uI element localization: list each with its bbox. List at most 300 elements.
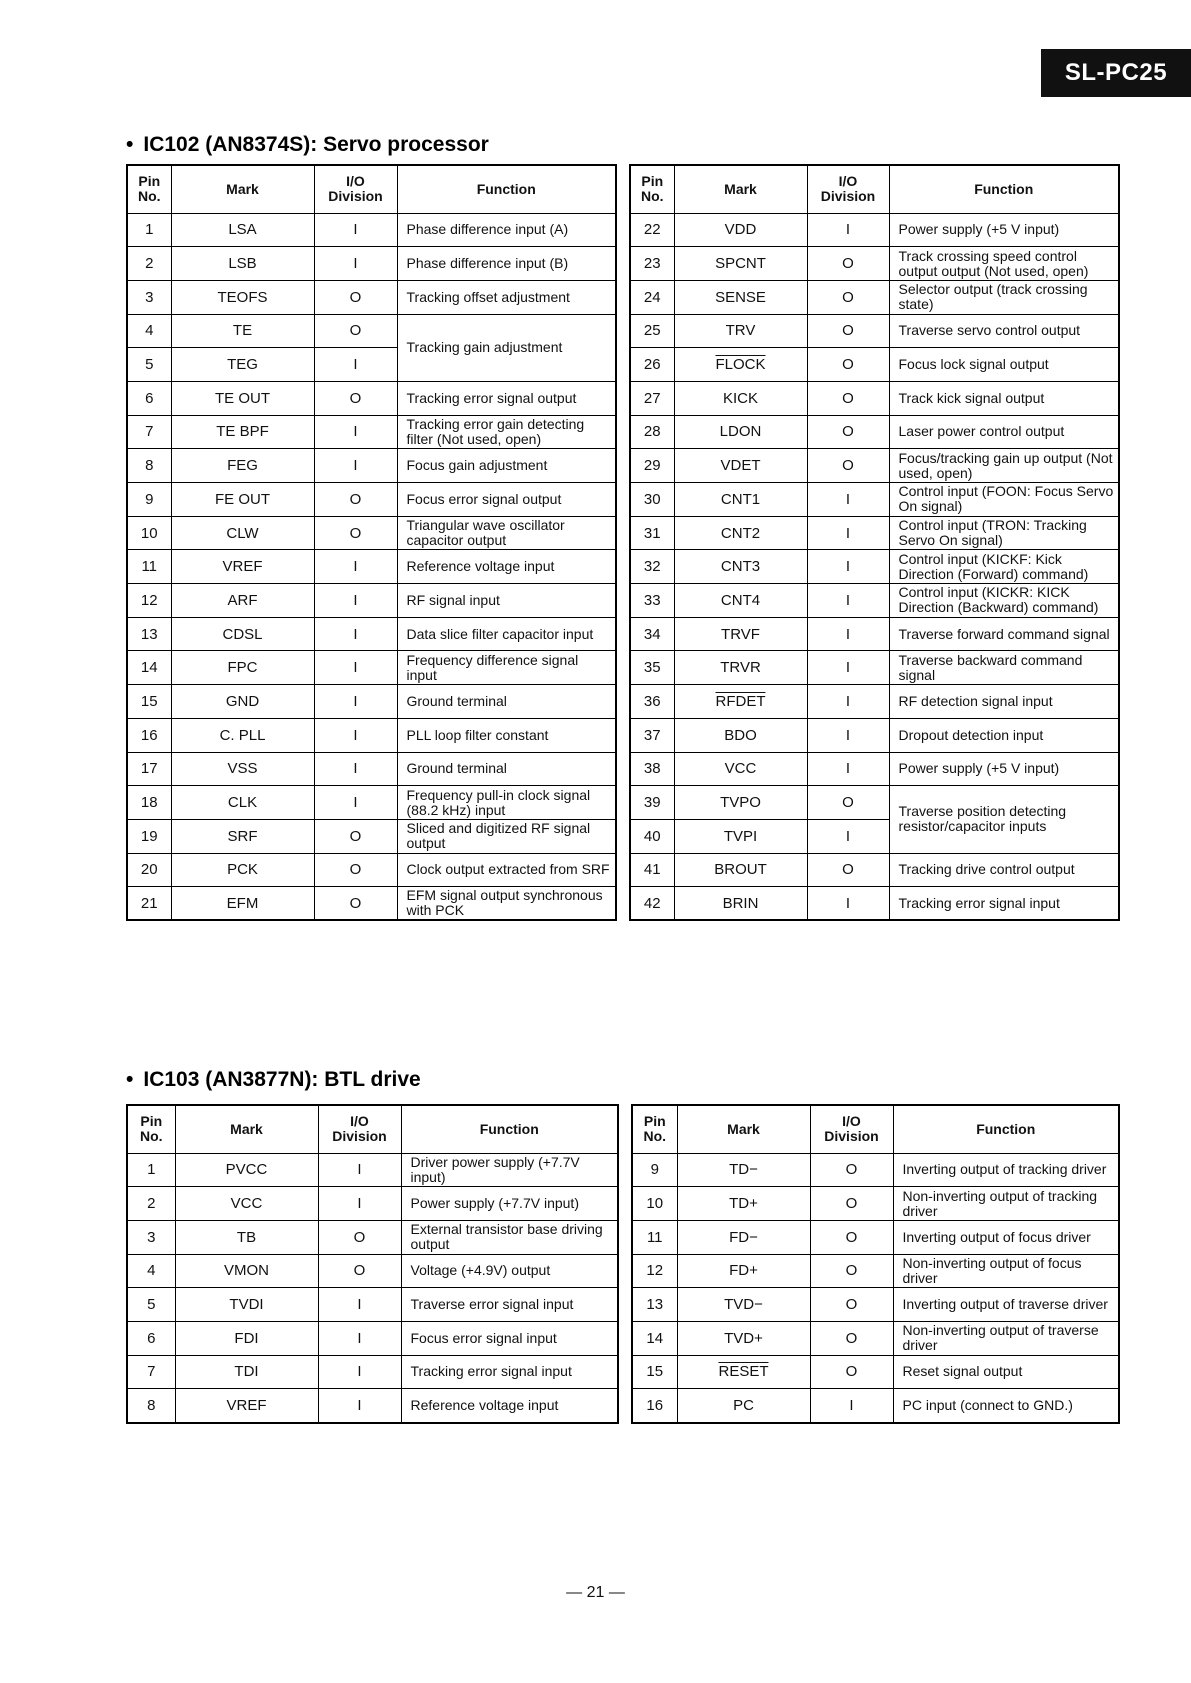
pin-mark: VREF bbox=[171, 550, 314, 584]
pin-function: Non-inverting output of focus driver bbox=[893, 1254, 1119, 1288]
io-division: I bbox=[807, 752, 889, 786]
pin-number: 11 bbox=[632, 1220, 677, 1254]
io-division: O bbox=[318, 1220, 401, 1254]
pin-function: Focus lock signal output bbox=[889, 348, 1119, 382]
column-header-mark: Mark bbox=[171, 165, 314, 213]
pin-number: 19 bbox=[127, 819, 171, 853]
table-row bbox=[630, 483, 1119, 517]
pin-number: 14 bbox=[632, 1321, 677, 1355]
table-row bbox=[632, 1220, 1119, 1254]
pin-number: 18 bbox=[127, 786, 171, 820]
table-row bbox=[127, 280, 616, 314]
pin-function: Track crossing speed control output output (Not used, open) bbox=[889, 247, 1119, 281]
pin-number: 33 bbox=[630, 584, 674, 618]
io-division: O bbox=[314, 516, 397, 550]
pin-function: Frequency difference signal input bbox=[397, 651, 616, 685]
io-division: O bbox=[810, 1288, 893, 1322]
table-row bbox=[127, 752, 616, 786]
pin-function: Data slice filter capacitor input bbox=[397, 617, 616, 651]
pin-function: Voltage (+4.9V) output bbox=[401, 1254, 618, 1288]
io-division: I bbox=[318, 1153, 401, 1187]
pin-mark: FLOCK bbox=[674, 348, 807, 382]
io-division: I bbox=[807, 685, 889, 719]
io-division: O bbox=[314, 381, 397, 415]
pin-mark: FD− bbox=[677, 1220, 810, 1254]
pin-number: 1 bbox=[127, 213, 171, 247]
column-header-pin: Pin No. bbox=[127, 1105, 175, 1153]
column-header-mark: Mark bbox=[677, 1105, 810, 1153]
io-division: O bbox=[314, 280, 397, 314]
pin-function: Non-inverting output of tracking driver bbox=[893, 1187, 1119, 1221]
pin-function: Tracking error signal input bbox=[401, 1355, 618, 1389]
pin-function: EFM signal output synchronous with PCK bbox=[397, 887, 616, 921]
io-division: I bbox=[807, 483, 889, 517]
io-division: O bbox=[810, 1220, 893, 1254]
io-division: I bbox=[314, 247, 397, 281]
io-division: I bbox=[318, 1355, 401, 1389]
io-division: O bbox=[314, 483, 397, 517]
pin-function: Ground terminal bbox=[397, 752, 616, 786]
pin-number: 8 bbox=[127, 1389, 175, 1423]
table-row bbox=[630, 617, 1119, 651]
table-row bbox=[632, 1254, 1119, 1288]
column-header-io: I/O Division bbox=[810, 1105, 893, 1153]
pin-mark: GND bbox=[171, 685, 314, 719]
pin-mark: FPC bbox=[171, 651, 314, 685]
io-division: O bbox=[807, 381, 889, 415]
pin-mark: VCC bbox=[674, 752, 807, 786]
io-division: I bbox=[810, 1389, 893, 1423]
io-division: O bbox=[810, 1153, 893, 1187]
table-row bbox=[127, 887, 616, 921]
pin-mark: TVD− bbox=[677, 1288, 810, 1322]
io-division: I bbox=[314, 584, 397, 618]
pin-number: 10 bbox=[632, 1187, 677, 1221]
pin-function: Laser power control output bbox=[889, 415, 1119, 449]
pin-mark: CDSL bbox=[171, 617, 314, 651]
pin-mark: FEG bbox=[171, 449, 314, 483]
pin-function: Control input (KICKR: KICK Direction (Backward) command) bbox=[889, 584, 1119, 618]
column-header-io: I/O Division bbox=[318, 1105, 401, 1153]
io-division: I bbox=[314, 651, 397, 685]
pin-function: Sliced and digitized RF signal output bbox=[397, 819, 616, 853]
io-division: O bbox=[314, 887, 397, 921]
io-division: I bbox=[807, 887, 889, 921]
pin-function: Traverse position detecting resistor/capacitor inputs bbox=[889, 786, 1119, 853]
pin-number: 12 bbox=[127, 584, 171, 618]
table-row bbox=[127, 1355, 618, 1389]
pin-function: Reference voltage input bbox=[397, 550, 616, 584]
table-row bbox=[127, 617, 616, 651]
pin-mark: FDI bbox=[175, 1321, 318, 1355]
table-row bbox=[632, 1187, 1119, 1221]
pin-mark: VCC bbox=[175, 1187, 318, 1221]
pin-number: 9 bbox=[127, 483, 171, 517]
ic103-table-left bbox=[126, 1104, 619, 1424]
pin-number: 7 bbox=[127, 415, 171, 449]
pin-function: Selector output (track crossing state) bbox=[889, 280, 1119, 314]
pin-mark: TEG bbox=[171, 348, 314, 382]
pin-mark: C. PLL bbox=[171, 718, 314, 752]
pin-number: 9 bbox=[632, 1153, 677, 1187]
pin-mark: CNT1 bbox=[674, 483, 807, 517]
pin-function: Focus/tracking gain up output (Not used, open) bbox=[889, 449, 1119, 483]
table-row bbox=[630, 887, 1119, 921]
table-row bbox=[127, 1389, 618, 1423]
pin-number: 5 bbox=[127, 1288, 175, 1322]
pin-number: 22 bbox=[630, 213, 674, 247]
io-division: I bbox=[314, 213, 397, 247]
io-division: O bbox=[314, 853, 397, 887]
pin-mark: TVPI bbox=[674, 819, 807, 853]
ic102-table-left bbox=[126, 164, 617, 921]
table-row bbox=[127, 381, 616, 415]
pin-function: Focus error signal input bbox=[401, 1321, 618, 1355]
table-row bbox=[127, 483, 616, 517]
io-division: I bbox=[314, 348, 397, 382]
io-division: I bbox=[314, 685, 397, 719]
pin-number: 7 bbox=[127, 1355, 175, 1389]
pin-number: 14 bbox=[127, 651, 171, 685]
pin-mark: TEOFS bbox=[171, 280, 314, 314]
column-header-mark: Mark bbox=[175, 1105, 318, 1153]
pin-mark: BRIN bbox=[674, 887, 807, 921]
table-row bbox=[127, 213, 616, 247]
column-header-pin: Pin No. bbox=[632, 1105, 677, 1153]
pin-number: 31 bbox=[630, 516, 674, 550]
pin-function: Tracking offset adjustment bbox=[397, 280, 616, 314]
pin-number: 35 bbox=[630, 651, 674, 685]
pin-mark: SPCNT bbox=[674, 247, 807, 281]
table-row bbox=[630, 752, 1119, 786]
io-division: O bbox=[810, 1355, 893, 1389]
pin-mark: TRVF bbox=[674, 617, 807, 651]
pin-mark: PCK bbox=[171, 853, 314, 887]
table-row bbox=[127, 853, 616, 887]
table-row bbox=[630, 348, 1119, 382]
pin-mark: VDD bbox=[674, 213, 807, 247]
io-division: I bbox=[314, 550, 397, 584]
io-division: I bbox=[314, 718, 397, 752]
pin-mark: VSS bbox=[171, 752, 314, 786]
pin-function: Inverting output of tracking driver bbox=[893, 1153, 1119, 1187]
table-row bbox=[127, 718, 616, 752]
pin-number: 36 bbox=[630, 685, 674, 719]
column-header-io: I/O Division bbox=[807, 165, 889, 213]
pin-function: Control input (TRON: Tracking Servo On signal) bbox=[889, 516, 1119, 550]
table-header-row bbox=[127, 165, 616, 213]
io-division: I bbox=[807, 516, 889, 550]
ic103-title: • IC103 (AN3877N): BTL drive bbox=[126, 1068, 421, 1091]
pin-mark: LDON bbox=[674, 415, 807, 449]
io-division: I bbox=[807, 617, 889, 651]
table-row bbox=[127, 550, 616, 584]
table-row bbox=[127, 685, 616, 719]
pin-function: Driver power supply (+7.7V input) bbox=[401, 1153, 618, 1187]
table-row bbox=[630, 280, 1119, 314]
pin-number: 28 bbox=[630, 415, 674, 449]
pin-mark: TVPO bbox=[674, 786, 807, 820]
pin-number: 30 bbox=[630, 483, 674, 517]
pin-number: 42 bbox=[630, 887, 674, 921]
pin-number: 11 bbox=[127, 550, 171, 584]
table-row bbox=[630, 415, 1119, 449]
table-row bbox=[127, 1220, 618, 1254]
table-header-row bbox=[630, 165, 1119, 213]
pin-mark: TD− bbox=[677, 1153, 810, 1187]
pin-function: Tracking error gain detecting filter (Not used, open) bbox=[397, 415, 616, 449]
page-number: — 21 — bbox=[566, 1584, 625, 1601]
pin-function: Inverting output of focus driver bbox=[893, 1220, 1119, 1254]
pin-number: 34 bbox=[630, 617, 674, 651]
pin-mark: TVD+ bbox=[677, 1321, 810, 1355]
pin-number: 3 bbox=[127, 280, 171, 314]
pin-number: 4 bbox=[127, 1254, 175, 1288]
io-division: I bbox=[807, 213, 889, 247]
table-row bbox=[632, 1321, 1119, 1355]
table-row bbox=[127, 1153, 618, 1187]
pin-number: 13 bbox=[127, 617, 171, 651]
pin-mark: TRV bbox=[674, 314, 807, 348]
table-row bbox=[127, 516, 616, 550]
ic102-table-right bbox=[629, 164, 1120, 921]
pin-number: 29 bbox=[630, 449, 674, 483]
pin-number: 4 bbox=[127, 314, 171, 348]
table-row bbox=[127, 584, 616, 618]
table-row bbox=[630, 651, 1119, 685]
table-row bbox=[127, 449, 616, 483]
pin-mark: TD+ bbox=[677, 1187, 810, 1221]
table-row bbox=[127, 415, 616, 449]
io-division: I bbox=[314, 617, 397, 651]
pin-mark: FE OUT bbox=[171, 483, 314, 517]
table-row bbox=[630, 853, 1119, 887]
io-division: I bbox=[318, 1288, 401, 1322]
table-row bbox=[127, 786, 616, 820]
pin-number: 8 bbox=[127, 449, 171, 483]
table-row bbox=[127, 1321, 618, 1355]
pin-number: 5 bbox=[127, 348, 171, 382]
pin-number: 2 bbox=[127, 247, 171, 281]
io-division: O bbox=[807, 786, 889, 820]
pin-number: 12 bbox=[632, 1254, 677, 1288]
pin-function: Track kick signal output bbox=[889, 381, 1119, 415]
pin-function: Inverting output of traverse driver bbox=[893, 1288, 1119, 1322]
pin-function: Power supply (+7.7V input) bbox=[401, 1187, 618, 1221]
pin-number: 13 bbox=[632, 1288, 677, 1322]
pin-mark: SENSE bbox=[674, 280, 807, 314]
table-row bbox=[630, 584, 1119, 618]
table-row bbox=[127, 651, 616, 685]
io-division: O bbox=[807, 415, 889, 449]
pin-function: Reset signal output bbox=[893, 1355, 1119, 1389]
pin-function: PLL loop filter constant bbox=[397, 718, 616, 752]
pin-function: Traverse backward command signal bbox=[889, 651, 1119, 685]
pin-function: Phase difference input (A) bbox=[397, 213, 616, 247]
pin-function: Control input (FOON: Focus Servo On signal) bbox=[889, 483, 1119, 517]
io-division: I bbox=[807, 550, 889, 584]
pin-function: Traverse error signal input bbox=[401, 1288, 618, 1322]
table-row bbox=[127, 1288, 618, 1322]
pin-function: Control input (KICKF: Kick Direction (Forward) command) bbox=[889, 550, 1119, 584]
pin-number: 37 bbox=[630, 718, 674, 752]
pin-function: Ground terminal bbox=[397, 685, 616, 719]
pin-function: Power supply (+5 V input) bbox=[889, 752, 1119, 786]
ic103-table-right bbox=[631, 1104, 1120, 1424]
pin-mark: BROUT bbox=[674, 853, 807, 887]
pin-mark: EFM bbox=[171, 887, 314, 921]
column-header-function: Function bbox=[889, 165, 1119, 213]
table-row bbox=[630, 213, 1119, 247]
pin-number: 25 bbox=[630, 314, 674, 348]
table-row bbox=[127, 314, 616, 348]
column-header-pin: Pin No. bbox=[127, 165, 171, 213]
table-row bbox=[630, 550, 1119, 584]
table-row bbox=[632, 1355, 1119, 1389]
io-division: I bbox=[318, 1187, 401, 1221]
pin-mark: TE OUT bbox=[171, 381, 314, 415]
table-row bbox=[630, 685, 1119, 719]
io-division: O bbox=[807, 280, 889, 314]
pin-mark: RESET bbox=[677, 1355, 810, 1389]
io-division: I bbox=[318, 1389, 401, 1423]
io-division: O bbox=[810, 1254, 893, 1288]
pin-mark: SRF bbox=[171, 819, 314, 853]
pin-mark: CNT4 bbox=[674, 584, 807, 618]
pin-mark: PC bbox=[677, 1389, 810, 1423]
pin-number: 6 bbox=[127, 1321, 175, 1355]
table-row bbox=[127, 247, 616, 281]
pin-function: Tracking error signal output bbox=[397, 381, 616, 415]
io-division: I bbox=[807, 819, 889, 853]
pin-number: 3 bbox=[127, 1220, 175, 1254]
pin-function: Phase difference input (B) bbox=[397, 247, 616, 281]
pin-mark: CNT3 bbox=[674, 550, 807, 584]
table-row bbox=[632, 1153, 1119, 1187]
table-row bbox=[630, 247, 1119, 281]
table-row bbox=[630, 314, 1119, 348]
pin-mark: TRVR bbox=[674, 651, 807, 685]
io-division: I bbox=[314, 752, 397, 786]
pin-function: Reference voltage input bbox=[401, 1389, 618, 1423]
pin-number: 38 bbox=[630, 752, 674, 786]
pin-function: Tracking error signal input bbox=[889, 887, 1119, 921]
table-header-row bbox=[127, 1105, 618, 1153]
pin-function: Power supply (+5 V input) bbox=[889, 213, 1119, 247]
model-label: SL-PC25 bbox=[1041, 49, 1191, 97]
pin-mark: LSB bbox=[171, 247, 314, 281]
io-division: O bbox=[314, 314, 397, 348]
pin-function: Dropout detection input bbox=[889, 718, 1119, 752]
io-division: I bbox=[318, 1321, 401, 1355]
io-division: O bbox=[807, 247, 889, 281]
pin-mark: RFDET bbox=[674, 685, 807, 719]
pin-mark: KICK bbox=[674, 381, 807, 415]
table-header-row bbox=[632, 1105, 1119, 1153]
table-row bbox=[632, 1389, 1119, 1423]
io-division: I bbox=[314, 415, 397, 449]
pin-function: Traverse servo control output bbox=[889, 314, 1119, 348]
table-row bbox=[630, 516, 1119, 550]
pin-function: Tracking drive control output bbox=[889, 853, 1119, 887]
pin-number: 21 bbox=[127, 887, 171, 921]
io-division: O bbox=[807, 314, 889, 348]
column-header-function: Function bbox=[893, 1105, 1119, 1153]
io-division: I bbox=[314, 449, 397, 483]
pin-number: 41 bbox=[630, 853, 674, 887]
pin-number: 6 bbox=[127, 381, 171, 415]
io-division: O bbox=[810, 1321, 893, 1355]
column-header-function: Function bbox=[397, 165, 616, 213]
pin-mark: TDI bbox=[175, 1355, 318, 1389]
io-division: O bbox=[314, 819, 397, 853]
pin-number: 16 bbox=[127, 718, 171, 752]
pin-number: 10 bbox=[127, 516, 171, 550]
pin-mark: LSA bbox=[171, 213, 314, 247]
pin-function: Focus gain adjustment bbox=[397, 449, 616, 483]
pin-mark: TE BPF bbox=[171, 415, 314, 449]
pin-mark: TB bbox=[175, 1220, 318, 1254]
table-row bbox=[630, 786, 1119, 820]
pin-mark: CNT2 bbox=[674, 516, 807, 550]
pin-number: 24 bbox=[630, 280, 674, 314]
pin-function: Triangular wave oscillator capacitor output bbox=[397, 516, 616, 550]
table-row bbox=[630, 718, 1119, 752]
table-row bbox=[632, 1288, 1119, 1322]
io-division: I bbox=[314, 786, 397, 820]
pin-number: 23 bbox=[630, 247, 674, 281]
pin-function: RF detection signal input bbox=[889, 685, 1119, 719]
pin-function: PC input (connect to GND.) bbox=[893, 1389, 1119, 1423]
pin-number: 26 bbox=[630, 348, 674, 382]
pin-function: External transistor base driving output bbox=[401, 1220, 618, 1254]
pin-number: 17 bbox=[127, 752, 171, 786]
io-division: O bbox=[807, 853, 889, 887]
pin-mark: ARF bbox=[171, 584, 314, 618]
io-division: O bbox=[807, 348, 889, 382]
column-header-io: I/O Division bbox=[314, 165, 397, 213]
pin-function: Clock output extracted from SRF bbox=[397, 853, 616, 887]
pin-function: Non-inverting output of traverse driver bbox=[893, 1321, 1119, 1355]
pin-mark: CLK bbox=[171, 786, 314, 820]
pin-number: 2 bbox=[127, 1187, 175, 1221]
column-header-mark: Mark bbox=[674, 165, 807, 213]
pin-mark: FD+ bbox=[677, 1254, 810, 1288]
pin-function: Traverse forward command signal bbox=[889, 617, 1119, 651]
column-header-pin: Pin No. bbox=[630, 165, 674, 213]
pin-mark: BDO bbox=[674, 718, 807, 752]
table-row bbox=[630, 449, 1119, 483]
pin-mark: VMON bbox=[175, 1254, 318, 1288]
pin-function: Focus error signal output bbox=[397, 483, 616, 517]
pin-number: 40 bbox=[630, 819, 674, 853]
io-division: I bbox=[807, 718, 889, 752]
pin-number: 1 bbox=[127, 1153, 175, 1187]
table-row bbox=[127, 1254, 618, 1288]
pin-number: 16 bbox=[632, 1389, 677, 1423]
pin-mark: PVCC bbox=[175, 1153, 318, 1187]
pin-number: 27 bbox=[630, 381, 674, 415]
pin-mark: VDET bbox=[674, 449, 807, 483]
ic102-title: • IC102 (AN8374S): Servo processor bbox=[126, 133, 489, 156]
pin-number: 39 bbox=[630, 786, 674, 820]
pin-number: 15 bbox=[632, 1355, 677, 1389]
io-division: O bbox=[318, 1254, 401, 1288]
pin-mark: VREF bbox=[175, 1389, 318, 1423]
table-row bbox=[127, 1187, 618, 1221]
pin-number: 32 bbox=[630, 550, 674, 584]
io-division: I bbox=[807, 584, 889, 618]
